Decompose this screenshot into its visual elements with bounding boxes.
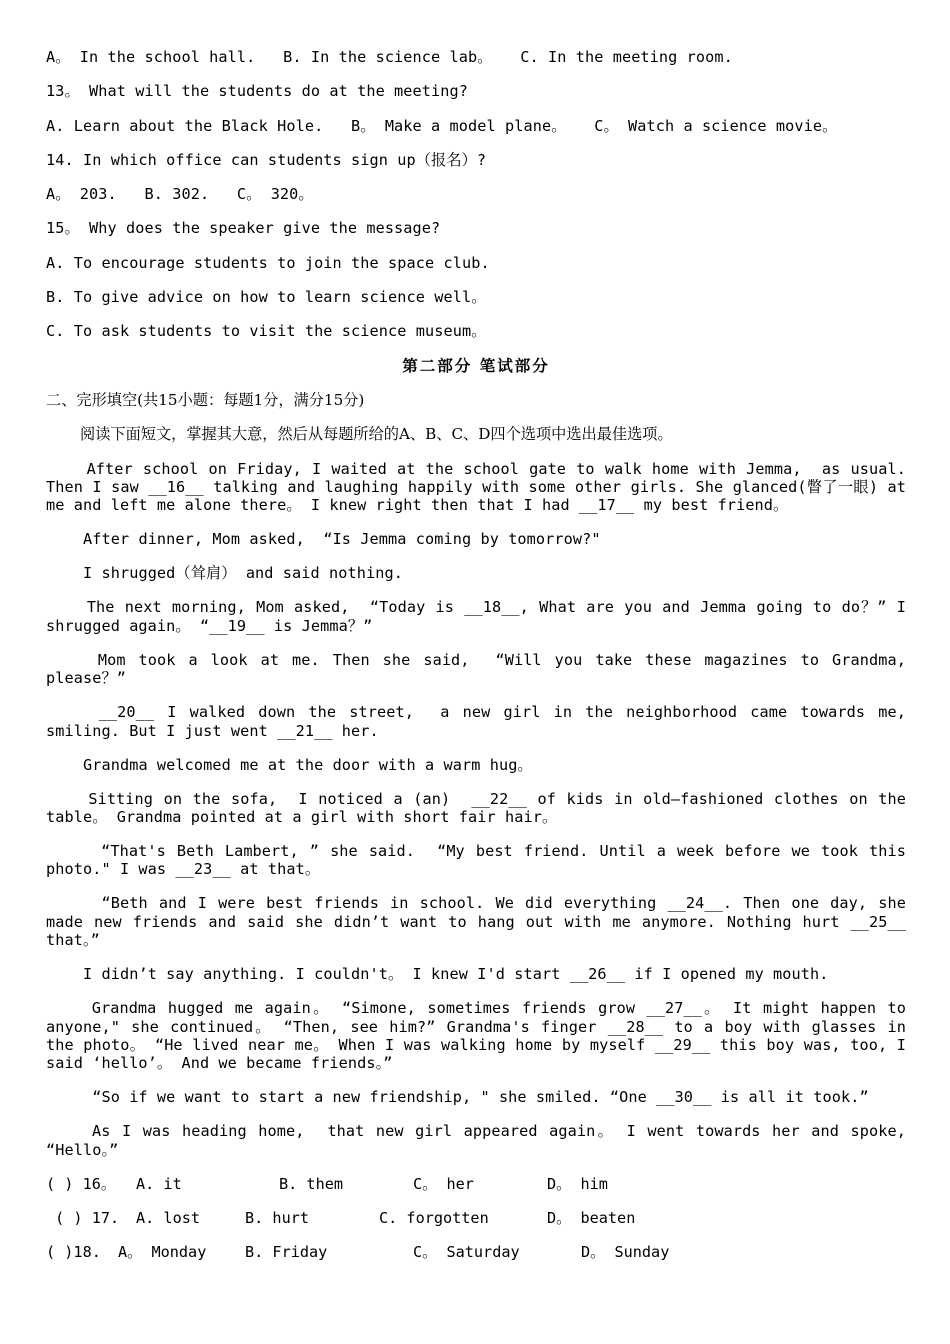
passage-paragraph: Grandma welcomed me at the door with a warm hug。 [46, 755, 533, 774]
choice-row-18 [46, 1243, 906, 1262]
choice-c[interactable]: C. forgotten [379, 1209, 489, 1228]
passage-paragraph: “Beth and I were best friends in school. We did everything __24__. Then one day, she made new friends and said she didn’t want to hang out with me anymore. Nothing hurt __25__ that。” [46, 894, 916, 950]
q15-question: 15。 Why does the speaker give the message? [46, 219, 441, 238]
passage-paragraph: The next morning, Mom asked, “Today is __18__, What are you and Jemma going to do？” I shrugged again。 “__19__ is Jemma？” [46, 598, 916, 635]
q12-options: A。 In the school hall. B. In the science lab。 C. In the meeting room. [46, 48, 733, 66]
choice-d[interactable]: D。 Sunday [581, 1243, 670, 1262]
choice-c[interactable]: C。 Saturday [413, 1243, 520, 1262]
choice-a[interactable]: A。 Monday [118, 1243, 207, 1262]
section-title: 二、完形填空(共15小题：每题1分，满分15分) [46, 390, 365, 409]
passage-paragraph: “That's Beth Lambert, ” she said. “My best friend. Until a week before we took this photo." I was __23__ at that。 [46, 842, 916, 879]
instructions: 阅读下面短文，掌握其大意，然后从每题所给的A、B、C、D四个选项中选出最佳选项。 [80, 425, 673, 444]
q14-options: A。 203. B. 302. C。 320。 [46, 185, 314, 204]
choice-b[interactable]: B. Friday [245, 1243, 328, 1262]
passage-paragraph: Mom took a look at me. Then she said, “Will you take these magazines to Grandma, please？” [46, 650, 916, 688]
exam-page [46, 48, 916, 1278]
choice-a[interactable]: A. lost [136, 1209, 201, 1228]
passage-paragraph: After dinner, Mom asked, “Is Jemma coming by tomorrow?" [46, 530, 601, 549]
choice-number: ( ) 16。 [46, 1174, 117, 1193]
choice-a[interactable]: A. it [136, 1174, 182, 1193]
choice-number: ( ) 17. [46, 1209, 120, 1228]
choice-number: ( )18. [46, 1243, 101, 1262]
choice-b[interactable]: B. hurt [245, 1209, 310, 1228]
q15-option-a: A. To encourage students to join the space club. [46, 253, 490, 272]
choice-row-16 [46, 1175, 906, 1194]
passage-paragraph: I shrugged（耸肩） and said nothing. [46, 564, 403, 583]
passage-paragraph: Grandma hugged me again。 “Simone, sometimes friends grow __27__。 It might happen to anyone," she continued。 “Then, see him?” Grandma's finger __28__ to a boy with glasses in the photo。 “He lived near me。 When I was walking home by myself __29__ this boy was, too, I said ‘hello’。 And we became friends。” [46, 999, 916, 1073]
passage-paragraph: __20__ I walked down the street, a new girl in the neighborhood came towards me, smiling. But I just went __21__ her. [46, 703, 916, 740]
choice-row-17 [46, 1209, 906, 1228]
passage-paragraph: After school on Friday, I waited at the school gate to walk home with Jemma, as usual. Then I saw __16__ talking and laughing happily with some other girls. She glanced(瞥了一眼) at me and left me alone there。 I knew right then that I had __17__ my best friend。 [46, 459, 916, 515]
q15-option-c: C. To ask students to visit the science museum。 [46, 322, 487, 341]
passage-paragraph: “So if we want to start a new friendship, " she smiled. “One __30__ is all it took.” [46, 1088, 869, 1107]
passage-paragraph: I didn’t say anything. I couldn't。 I knew I'd start __26__ if I opened my mouth. [46, 965, 829, 984]
choice-c[interactable]: C。 her [413, 1174, 474, 1193]
q15-option-b: B. To give advice on how to learn science well。 [46, 288, 487, 307]
q13-options: A. Learn about the Black Hole. B。 Make a model plane。 C。 Watch a science movie。 [46, 116, 838, 135]
choice-d[interactable]: D。 beaten [547, 1209, 636, 1228]
passage-paragraph: Sitting on the sofa, I noticed a (an) __22__ of kids in old—fashioned clothes on the table。 Grandma pointed at a girl with short fair hair。 [46, 789, 916, 826]
choice-b[interactable]: B. them [279, 1174, 344, 1193]
part-two-heading: 第二部分 笔试部分 [402, 355, 550, 375]
q13-question: 13。 What will the students do at the meeting? [46, 82, 469, 101]
choice-d[interactable]: D。 him [547, 1174, 608, 1193]
q14-question: 14. In which office can students sign up（报名）? [46, 150, 487, 169]
passage-paragraph: As I was heading home, that new girl appeared again。 I went towards her and spoke, “Hello。” [46, 1122, 916, 1159]
